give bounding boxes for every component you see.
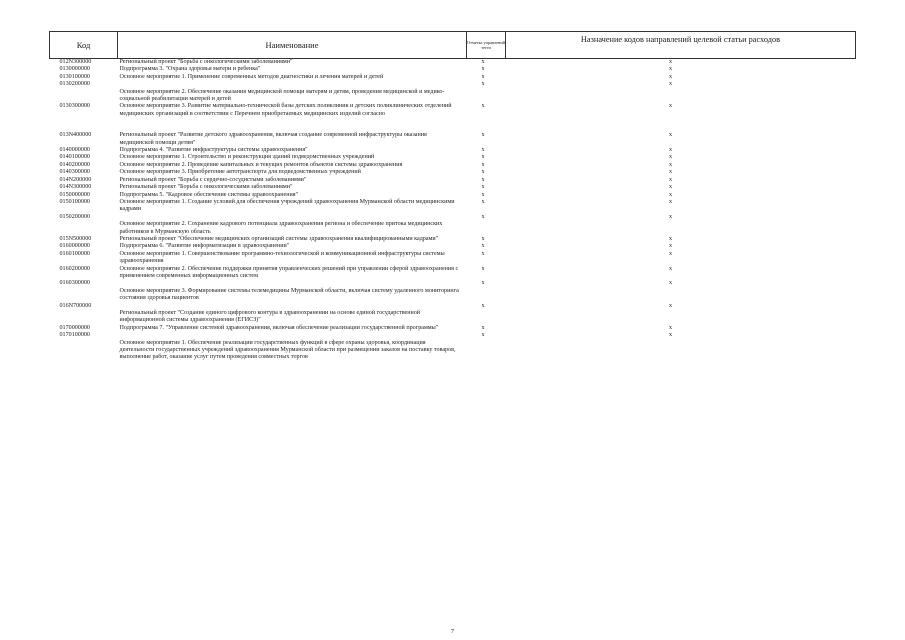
row-code: 014N300000 bbox=[59, 184, 92, 191]
table-row bbox=[50, 340, 856, 362]
row-purpose: x bbox=[668, 176, 673, 183]
row-name: Региональный проект "Борьба с онкологическими заболеваниями" bbox=[119, 184, 293, 191]
row-name bbox=[118, 81, 467, 88]
row-code: 0140000000 bbox=[59, 147, 90, 154]
table-row bbox=[50, 184, 856, 191]
row-purpose: x bbox=[668, 324, 673, 331]
row-mark: x bbox=[481, 324, 485, 331]
row-name: Региональный проект "Развитие детского здравоохранения, включая создание современной инфраструктуры оказания медицинской помощи детям" bbox=[119, 132, 427, 146]
row-code: 012N300000 bbox=[59, 59, 92, 65]
row-purpose: x bbox=[668, 213, 673, 220]
row-code: 0130300000 bbox=[59, 103, 90, 110]
row-purpose: x bbox=[668, 302, 673, 309]
table-row bbox=[50, 266, 856, 281]
row-name: Подпрограмма 4. "Развитие инфраструктуры системы здравоохранения" bbox=[119, 147, 308, 154]
row-spacer bbox=[50, 118, 856, 132]
table-row bbox=[50, 332, 856, 339]
row-purpose: x bbox=[668, 250, 673, 257]
row-name: Основное мероприятие 1. Строительство и реконструкция зданий подведомственных учреждений bbox=[119, 154, 375, 161]
row-mark: x bbox=[481, 154, 485, 161]
row-code: 0150200000 bbox=[59, 213, 90, 220]
row-code: 0140300000 bbox=[59, 169, 90, 176]
header-code: Код bbox=[50, 32, 118, 59]
row-purpose: x bbox=[668, 147, 673, 154]
row-purpose bbox=[506, 288, 856, 303]
row-name: Основное мероприятие 3. Приобретение автотранспорта для подведомственных учреждений bbox=[119, 169, 361, 176]
row-mark: x bbox=[481, 243, 485, 250]
row-code: 015N500000 bbox=[59, 235, 92, 242]
header-mark: Отметка управлений тегги bbox=[467, 32, 506, 59]
table-row bbox=[50, 81, 856, 88]
table-body bbox=[50, 59, 856, 362]
row-purpose: x bbox=[668, 332, 673, 339]
row-name: Подпрограмма 5. "Кадровое обеспечение системы здравоохранения" bbox=[119, 191, 299, 198]
row-purpose: x bbox=[668, 280, 673, 287]
row-mark: x bbox=[481, 103, 485, 110]
row-code bbox=[50, 221, 118, 236]
row-code: 0130100000 bbox=[59, 73, 90, 80]
row-code: 0140100000 bbox=[59, 154, 90, 161]
row-name bbox=[118, 303, 467, 310]
row-mark bbox=[467, 221, 506, 236]
row-code: 0130000000 bbox=[59, 66, 90, 73]
row-mark: x bbox=[481, 132, 485, 139]
row-code: 0160300000 bbox=[59, 280, 90, 287]
table-row bbox=[50, 199, 856, 214]
row-mark: x bbox=[481, 302, 485, 309]
row-mark: x bbox=[481, 332, 485, 339]
row-purpose: x bbox=[668, 243, 673, 250]
row-code: 0170000000 bbox=[59, 324, 90, 331]
page-number: 7 bbox=[450, 628, 455, 635]
row-code bbox=[50, 310, 118, 325]
table-row bbox=[50, 325, 856, 332]
row-mark bbox=[467, 340, 506, 362]
row-purpose: x bbox=[668, 81, 673, 88]
table-row bbox=[50, 103, 856, 118]
row-code: 0130200000 bbox=[59, 81, 90, 88]
row-code bbox=[50, 288, 118, 303]
table-row bbox=[50, 154, 856, 161]
row-purpose: x bbox=[668, 132, 673, 139]
row-code: 0160200000 bbox=[59, 265, 90, 272]
row-purpose bbox=[506, 89, 856, 104]
row-code: 0160100000 bbox=[59, 250, 90, 257]
row-name: Региональный проект "Борьба с сердечно-сосудистыми заболеваниями" bbox=[119, 176, 307, 183]
table-row bbox=[50, 169, 856, 176]
row-purpose: x bbox=[668, 184, 673, 191]
row-name: Основное мероприятие 3. Развитие материально-технической базы детских поликлиник и детских поликлинических отделений медицинских организаций в соответствии с Перечнем приобретаемых медицинских изделий согласно bbox=[119, 103, 452, 117]
table-row bbox=[50, 251, 856, 266]
row-mark bbox=[467, 310, 506, 325]
row-purpose: x bbox=[668, 154, 673, 161]
row-mark: x bbox=[481, 147, 485, 154]
row-name: Основное мероприятие 1. Применение современных методов диагностики и лечения матерей и детей bbox=[119, 73, 384, 80]
table-header-row bbox=[50, 32, 856, 59]
row-name: Региональный проект "Создание единого цифрового контура в здравоохранении на основе единой государственной информационной системы здравоохранения (ЕГИСЗ)" bbox=[119, 310, 421, 324]
row-mark: x bbox=[481, 198, 485, 205]
row-name: Основное мероприятие 1. Создание условий для обеспечения учреждений здравоохранения Мурманской области медицинскими кадрами bbox=[119, 198, 455, 213]
row-mark: x bbox=[481, 169, 485, 176]
table-row bbox=[50, 288, 856, 303]
row-name: Основное мероприятие 1. Обеспечение реализации государственных функций в сфере охраны здоровья, координация деятельности государственных учреждений здравоохранения Мурманской области при размещении заказов на поставку товаров, выполнение работ, оказание услуг путем проведения совместных торгов bbox=[119, 339, 456, 361]
row-name: Основное мероприятие 3. Формирование системы телемедицины Мурманской области, включая систему удаленного мониторинга состояния здоровья пациентов bbox=[119, 287, 459, 302]
row-mark: x bbox=[481, 66, 485, 73]
row-purpose bbox=[506, 310, 856, 325]
row-purpose: x bbox=[668, 103, 673, 110]
row-mark: x bbox=[481, 184, 485, 191]
budget-codes-table bbox=[49, 31, 856, 362]
row-code: 0160000000 bbox=[59, 243, 90, 250]
row-code: 0150100000 bbox=[59, 198, 90, 205]
row-purpose: x bbox=[668, 66, 673, 73]
row-mark: x bbox=[481, 161, 485, 168]
row-spacer-cell bbox=[50, 118, 856, 132]
table-row bbox=[50, 303, 856, 310]
document-page bbox=[49, 31, 856, 362]
row-code bbox=[50, 340, 118, 362]
table-row bbox=[50, 132, 856, 147]
table-row bbox=[50, 310, 856, 325]
row-name: Подпрограмма 6. "Развитие информатизации в здравоохранении" bbox=[119, 243, 290, 250]
row-name: Подпрограмма 3. "Охрана здоровья матери и ребенка" bbox=[119, 66, 261, 73]
row-code: 0170100000 bbox=[59, 332, 90, 339]
row-purpose: x bbox=[668, 198, 673, 205]
row-mark bbox=[467, 89, 506, 104]
table-row bbox=[50, 74, 856, 81]
row-purpose: x bbox=[668, 161, 673, 168]
header-name: Наименование bbox=[118, 32, 467, 59]
table-row bbox=[50, 89, 856, 104]
row-name bbox=[118, 214, 467, 221]
row-purpose: x bbox=[668, 235, 673, 242]
row-purpose bbox=[506, 221, 856, 236]
row-mark: x bbox=[481, 213, 485, 220]
row-mark bbox=[467, 288, 506, 303]
row-code: 0150000000 bbox=[59, 191, 90, 198]
row-mark: x bbox=[481, 81, 485, 88]
table-row bbox=[50, 66, 856, 73]
row-mark: x bbox=[481, 176, 485, 183]
row-name: Региональный проект "Борьба с онкологическими заболеваниями" bbox=[119, 59, 293, 65]
table-row bbox=[50, 221, 856, 236]
table-row bbox=[50, 177, 856, 184]
row-name: Региональный проект "Обеспечение медицинских организаций системы здравоохранения квалифицированными кадрами" bbox=[119, 235, 439, 242]
row-purpose: x bbox=[668, 59, 673, 65]
table-row bbox=[50, 280, 856, 287]
row-mark: x bbox=[481, 280, 485, 287]
row-code: 014N200000 bbox=[59, 176, 92, 183]
row-purpose: x bbox=[668, 191, 673, 198]
row-name: Основное мероприятие 2. Обеспечение поддержки принятия управленческих решений при управлении сферой здравоохранения с применением современных информационных систем bbox=[119, 265, 459, 279]
row-code: 013N400000 bbox=[59, 132, 92, 139]
row-name: Основное мероприятие 1. Совершенствование программно-технологической и коммуникационной инфраструктуры системы здравоохранения bbox=[119, 250, 445, 265]
row-mark: x bbox=[481, 73, 485, 80]
row-name bbox=[118, 332, 467, 339]
row-name: Подпрограмма 7. "Управление системой здравоохранения, включая обеспечение реализации государственной программы" bbox=[119, 324, 439, 331]
row-name: Основное мероприятие 2. Обеспечение оказания медицинской помощи матерям и детям, проведения медицинской и медико-социальной реабилитации матерей и детей bbox=[119, 88, 445, 103]
row-code bbox=[50, 89, 118, 104]
table-row bbox=[50, 243, 856, 250]
row-purpose: x bbox=[668, 73, 673, 80]
row-mark: x bbox=[481, 59, 485, 65]
row-name: Основное мероприятие 2. Проведение капитальных и текущих ремонтов объектов системы здравоохранения bbox=[119, 161, 403, 168]
row-mark: x bbox=[481, 235, 485, 242]
row-name bbox=[118, 280, 467, 287]
row-mark: x bbox=[481, 191, 485, 198]
row-name: Основное мероприятие 2. Сохранение кадрового потенциала здравоохранения региона и обеспечение притока медицинских работников в Мурманскую область bbox=[119, 221, 443, 235]
row-code: 016N700000 bbox=[59, 302, 92, 309]
row-mark: x bbox=[481, 250, 485, 257]
table-row bbox=[50, 192, 856, 199]
row-purpose: x bbox=[668, 169, 673, 176]
row-purpose bbox=[506, 340, 856, 362]
row-purpose: x bbox=[668, 265, 673, 272]
row-code: 0140200000 bbox=[59, 161, 90, 168]
header-purpose: Назначение кодов направлений целевой статьи расходов bbox=[506, 32, 856, 59]
row-mark: x bbox=[481, 265, 485, 272]
table-row bbox=[50, 214, 856, 221]
